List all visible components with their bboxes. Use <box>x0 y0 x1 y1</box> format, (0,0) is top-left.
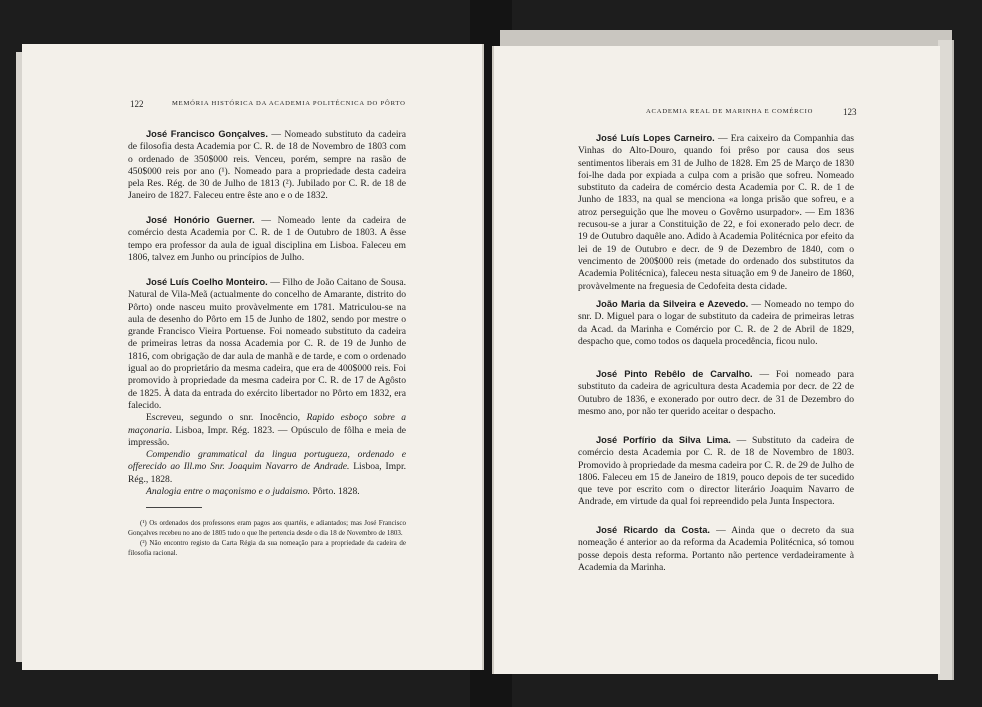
entry-text: — Substituto da cadeira de comércio desta Academia por C. R. de 18 de Novembro de 1803. Promovido à propriedade da mesma cadeira por C. R. de 29 de Julho de 1806. Faleceu em 15 de Janeiro de 1819, pouco depois de ter sucedido que teve por escrito com o director literário Joaquim Navarro de Andrade, em virtude da qual foi repreendido pela Junta Inspectora. <box>578 435 854 508</box>
entry-text: — Filho de João Caitano de Sousa. Natural de Vila-Meã (actualmente do concelho de Amarante, distrito do Pôrto) onde nasceu muito provàvelmente em 1781. Matriculou-se na aula de desenho do Pôrto em 15 de Junho de 1802, sendo por mestre o grande Francisco Vieira Portuense. Foi nomeado substituto da cadeira de primeiras letras da nossa Academia por C. R. de 19 de Junho de 1816, com obrigação de dar aula de manhã e de tarde, e com o ordenado igual ao do proprietário da mesma cadeira, que era de 400$000 reis. Foi promovido à propriedade da mesma cadeira por C. R. de 17 de Agôsto de 1825. À data da entrada do exército libertador no Pôrto em 1832, era falecido. <box>128 277 407 411</box>
left-running-head: MEMÓRIA HISTÓRICA DA ACADEMIA POLITÉCNICA DO PÔRTO <box>172 100 406 107</box>
bibliography-paragraph: Compendio grammatical da lingua portugueza, ordenado e offerecido ao Ill.mo Snr. Joaquim Navarro de Andrade. Lisboa, Impr. Rég., 1828. <box>128 449 407 485</box>
left-entry <box>128 276 406 498</box>
entry-name: José Honório Guerner. <box>146 215 255 225</box>
entry-name: José Luís Coelho Monteiro. <box>146 277 268 287</box>
entry-text: — Era caixeiro da Companhia das Vinhas do Alto-Douro, quando foi prêso por causa dos seus sentimentos liberais em 31 de Julho de 1828. Em 25 de Março de 1830 foi-lhe dada por expiada a culpa com a prisão que sofreu. Nomeado substituto da cadeira de comércio desta Academia por C. R. de 1 de Junho de 1833, na qual se menciona «a longa prisão que sofreu, e a atroz perseguição que lhe moveu o Govêrno usurpador». — Em 1836 recusou-se a jurar a Constituição de 22, e foi exonerado pelo decr. de 19 de Outubro daquêle ano. Adido à Academia Politécnica por efeito da lei de 19 de Outubro e decr. de 9 de Dezembro de 1840, com o vencimento de 200$000 reis (metade do ordenado dos substitutos da Academia Politécnica), faleceu nesta situação em 9 de Janeiro de 1860, provàvelmente na freguesia de Cedofeita desta cidade. <box>578 133 854 292</box>
footnote: (²) Não encontro registo da Carta Régia da sua nomeação para a propriedade da cadeira de filosofia racional. <box>128 539 406 557</box>
right-entry <box>578 298 854 348</box>
footnotes <box>128 518 406 558</box>
entry-name: José Pinto Rebêlo de Carvalho. <box>596 369 753 379</box>
entry-text: — Ainda que o decreto da sua nomeação é anterior ao da reforma da Academia Politécnica, só tomou posse depois desta reforma. Portanto não pertence verdadeiramente à Academia da Marinha. <box>578 525 854 573</box>
right-entry <box>578 368 854 418</box>
right-page-number: 123 <box>843 107 857 117</box>
right-entry <box>578 132 854 293</box>
entry-name: José Porfírio da Silva Lima. <box>596 435 731 445</box>
entry-text: — Nomeado substituto da cadeira de filosofia desta Academia por C. R. de 18 de Novembro de 1803 com o ordenado de 350$000 reis. Venceu, porém, sempre na rasão de 450$000 reis por ano (¹). Nomeado para a propriedade desta cadeira pela Res. Rég. de 30 de Julho de 1813 (²). Jubilado por C. R. de 18 de Janeiro de 1827. Faleceu entre êste ano e o de 1832. <box>128 129 406 202</box>
left-entry <box>128 214 406 264</box>
left-entry <box>128 128 406 203</box>
right-entry <box>578 434 854 509</box>
right-entry <box>578 524 854 574</box>
bibliography-paragraph: Analogia entre o maçonismo e o judaismo. Pôrto. 1828. <box>146 486 360 498</box>
footnote: (¹) Os ordenados dos professores eram pagos aos quartéis, e adiantados; mas José Francisco Gonçalves recebeu no ano de 1805 tudo o que lhe pertencia desde o dia 18 de Novembro de 1803. <box>128 519 406 537</box>
entry-text: — Nomeado lente da cadeira de comércio desta Academia por C. R. de 1 de Outubro de 1803. A êsse tempo era professor da aula de igual disciplina em Lisboa. Faleceu em 1806, talvez em Junho ou princípios de Julho. <box>128 215 406 263</box>
right-running-head: ACADEMIA REAL DE MARINHA E COMÉRCIO <box>646 108 814 115</box>
bibliography-paragraph: Escreveu, segundo o snr. Inocêncio, Rapido esboço sobre a maçonaria. Lisboa, Impr. Rég. 1823. — Opúsculo de fôlha e meia de impressão. <box>128 412 406 448</box>
footnote-rule <box>146 507 202 508</box>
entry-name: João Maria da Silveira e Azevedo. <box>596 299 749 309</box>
entry-name: José Luís Lopes Carneiro. <box>596 133 715 143</box>
entry-text: — Foi nomeado para substituto da cadeira de agricultura desta Academia por decr. de 22 de Outubro de 1836, e exonerado por outro decr. de 31 de Dezembro do mesmo ano, por não ter querido aceitar o despacho. <box>578 369 854 417</box>
entry-name: José Ricardo da Costa. <box>596 525 710 535</box>
left-page-number: 122 <box>130 99 144 109</box>
entry-text: — Nomeado no tempo do snr. D. Miguel para o logar de substituto da cadeira de primeiras letras da Acad. da Marinha e Comércio por C. R. de 2 de Abril de 1829, despacho que, como todos os daquela procedência, ficou nulo. <box>578 299 854 347</box>
entry-name: José Francisco Gonçalves. <box>146 129 268 139</box>
right-page-edges <box>938 40 954 680</box>
